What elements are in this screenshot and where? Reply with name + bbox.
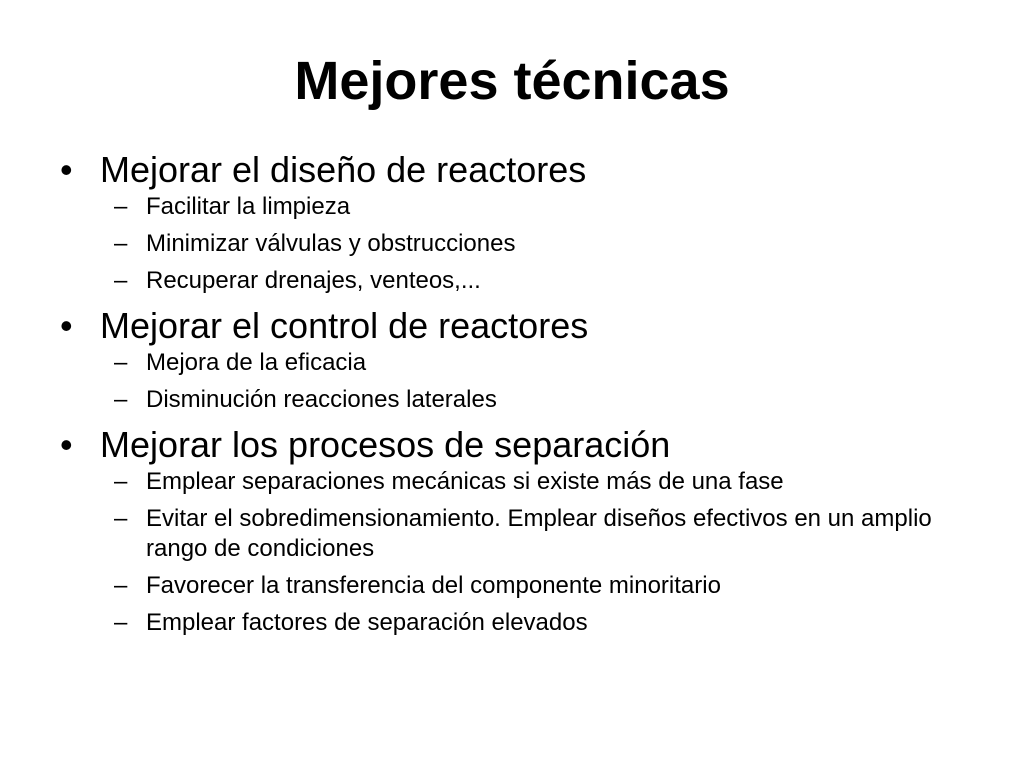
sub-item xyxy=(60,504,960,564)
dash-mark: – xyxy=(114,468,128,495)
bullet-item xyxy=(60,423,960,467)
sub-item xyxy=(60,608,960,638)
sub-item-text: Emplear factores de separación elevados xyxy=(146,609,588,636)
sub-item xyxy=(60,385,960,415)
dash-mark: – xyxy=(114,386,128,413)
bullet-text: Mejorar el control de reactores xyxy=(100,305,589,346)
sub-item xyxy=(60,467,960,497)
sub-item-text: Recuperar drenajes, venteos,... xyxy=(146,267,481,294)
dash-mark: – xyxy=(114,193,128,220)
bullet-mark: • xyxy=(60,424,73,465)
sub-item-text: Evitar el sobredimensionamiento. Emplear diseños efectivos en un amplio rango de condiciones xyxy=(146,505,932,562)
sub-item xyxy=(60,348,960,378)
dash-mark: – xyxy=(114,572,128,599)
dash-mark: – xyxy=(114,230,128,257)
sub-item xyxy=(60,229,960,259)
sub-item-text: Favorecer la transferencia del componente minoritario xyxy=(146,572,721,599)
bullet-mark: • xyxy=(60,149,73,190)
dash-mark: – xyxy=(114,349,128,376)
bullet-text: Mejorar los procesos de separación xyxy=(100,424,671,465)
bullet-text: Mejorar el diseño de reactores xyxy=(100,149,587,190)
sub-list xyxy=(60,192,960,296)
sub-list xyxy=(60,467,960,638)
bullet-mark: • xyxy=(60,305,73,346)
sub-item-text: Mejora de la eficacia xyxy=(146,349,367,376)
dash-mark: – xyxy=(114,267,128,294)
slide-content xyxy=(60,148,960,646)
dash-mark: – xyxy=(114,505,128,532)
sub-list xyxy=(60,348,960,415)
sub-item xyxy=(60,192,960,222)
sub-item-text: Facilitar la limpieza xyxy=(146,193,351,220)
slide-title: Mejores técnicas xyxy=(294,51,730,111)
bullet-item xyxy=(60,304,960,348)
sub-item xyxy=(60,571,960,601)
bullet-item xyxy=(60,148,960,192)
dash-mark: – xyxy=(114,609,128,636)
sub-item-text: Minimizar válvulas y obstrucciones xyxy=(146,230,516,257)
sub-item-text: Emplear separaciones mecánicas si existe más de una fase xyxy=(146,468,784,495)
sub-item-text: Disminución reacciones laterales xyxy=(146,386,497,413)
sub-item xyxy=(60,266,960,296)
